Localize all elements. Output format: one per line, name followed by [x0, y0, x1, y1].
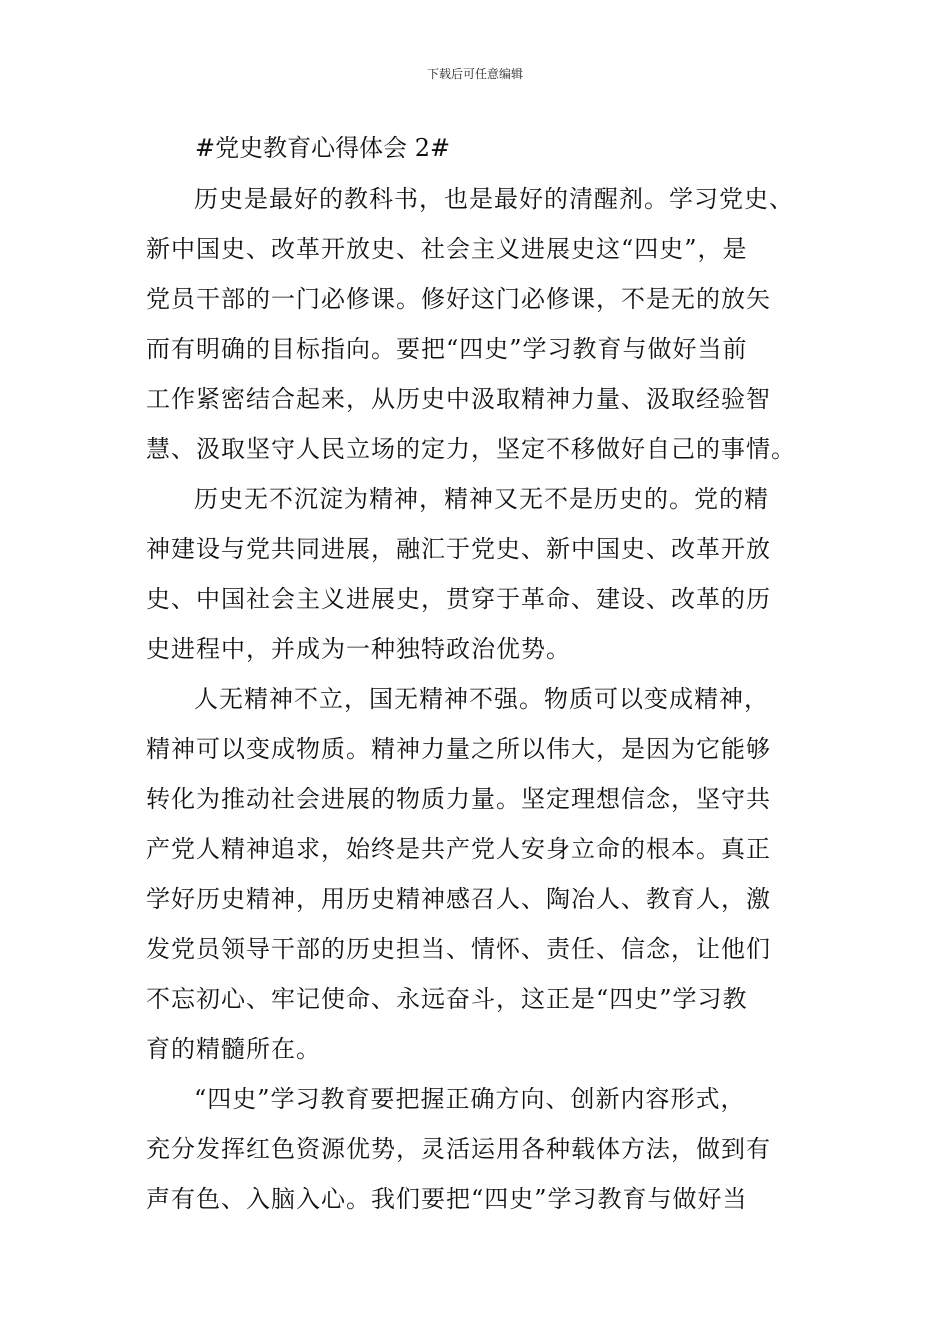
document-title: #党史教育心得体会 2#: [195, 134, 451, 162]
paragraph-3: [146, 674, 826, 1074]
paragraph-line: 转化为推动社会进展的物质力量。坚定理想信念，坚守共: [146, 785, 771, 813]
paragraph-line: 新中国史、改革开放史、社会主义进展史这“四史”，是: [146, 235, 748, 263]
paragraph-2: [146, 474, 826, 674]
paragraph-line: 精神可以变成物质。精神力量之所以伟大，是因为它能够: [146, 735, 771, 763]
paragraph-line: 党员干部的一门必修课。修好这门必修课，不是无的放矢: [146, 285, 771, 313]
paragraph-line: 历史无不沉淀为精神，精神又无不是历史的。党的精: [194, 485, 769, 513]
page-header-note: 下载后可任意编辑: [426, 67, 523, 81]
paragraph-line: 学好历史精神，用历史精神感召人、陶冶人、教育人，激: [146, 885, 771, 913]
paragraph-line: 不忘初心、牢记使命、永远奋斗，这正是“四史”学习教: [146, 985, 748, 1013]
paragraph-line: 而有明确的目标指向。要把“四史”学习教育与做好当前: [146, 335, 748, 363]
paragraph-line: 充分发挥红色资源优势，灵活运用各种载体方法，做到有: [146, 1135, 771, 1163]
paragraph-line: 神建设与党共同进展，融汇于党史、新中国史、改革开放: [146, 535, 771, 563]
paragraph-line: 产党人精神追求，始终是共产党人安身立命的根本。真正: [146, 835, 771, 863]
paragraph-line: 历史是最好的教科书，也是最好的清醒剂。学习党史、: [194, 185, 794, 213]
paragraph-line: 发党员领导干部的历史担当、情怀、责任、信念，让他们: [146, 935, 771, 963]
paragraph-1: [146, 174, 826, 474]
paragraph-line: 声有色、入脑入心。我们要把“四史”学习教育与做好当: [146, 1185, 748, 1213]
paragraph-line: 人无精神不立，国无精神不强。物质可以变成精神，: [194, 685, 769, 713]
paragraph-4: [146, 1074, 826, 1224]
paragraph-line: 慧、汲取坚守人民立场的定力，坚定不移做好自己的事情。: [146, 435, 796, 463]
paragraph-line: 史进程中，并成为一种独特政治优势。: [146, 635, 571, 663]
paragraph-line: “四史”学习教育要把握正确方向、创新内容形式，: [194, 1085, 746, 1113]
paragraph-line: 史、中国社会主义进展史，贯穿于革命、建设、改革的历: [146, 585, 771, 613]
paragraph-line: 育的精髓所在。: [146, 1035, 321, 1063]
paragraph-line: 工作紧密结合起来，从历史中汲取精神力量、汲取经验智: [146, 385, 771, 413]
